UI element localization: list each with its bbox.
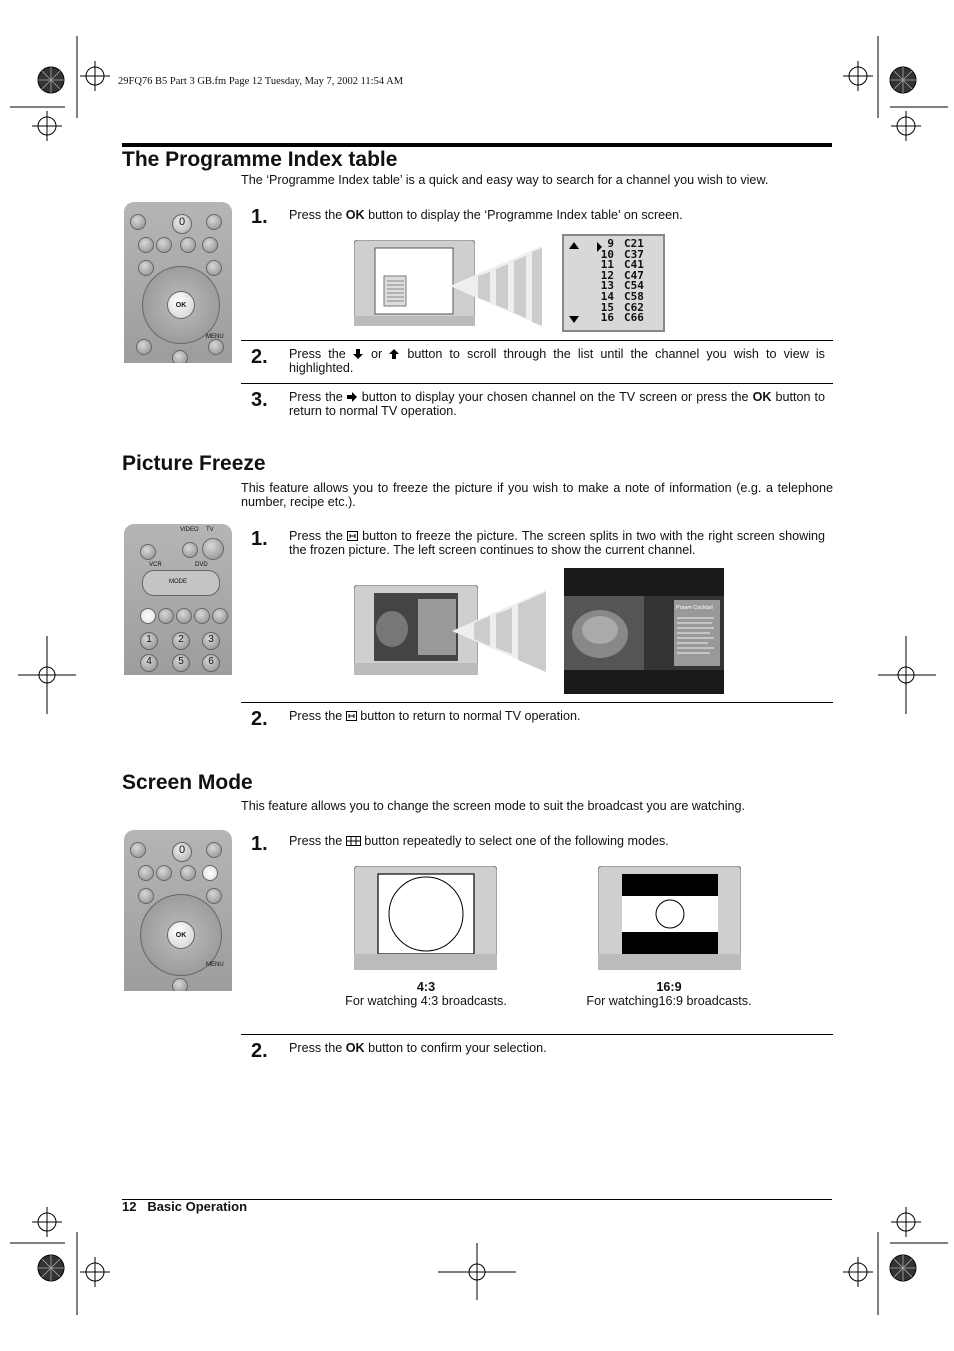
programme-number: 9	[607, 237, 614, 250]
programme-number: 11	[600, 258, 614, 272]
remote-button-zero: 0	[172, 214, 192, 234]
frozen-picture-zoom	[564, 568, 724, 694]
freeze-icon	[347, 531, 358, 541]
channel-name: C37	[624, 247, 644, 261]
step-number: 2.	[251, 346, 268, 368]
digit-label: 5	[178, 656, 184, 667]
channel-name: C47	[624, 268, 644, 282]
digit-label: 1	[146, 634, 152, 645]
remote-button	[172, 350, 188, 363]
zoom-wedge	[452, 588, 548, 674]
remote-button	[194, 608, 210, 624]
remote-digit-button	[172, 654, 190, 672]
remote-button	[180, 237, 196, 253]
programme-number: 15	[600, 300, 614, 314]
remote-button	[212, 608, 228, 624]
remote-button	[206, 842, 222, 858]
file-info: 29FQ76 B5 Part 3 GB.fm Page 12 Tuesday, May 7, 2002 11:54 AM	[118, 76, 404, 87]
arrow-down-icon	[353, 349, 364, 359]
remote-button	[208, 339, 224, 355]
remote-button	[138, 237, 154, 253]
tv-illustration-16-9	[598, 866, 741, 970]
remote-button	[172, 978, 188, 991]
remote-button	[182, 542, 198, 558]
page-footer	[122, 1199, 247, 1214]
step-number: 1.	[251, 833, 268, 855]
step-text: Press the button to display your chosen channel on the TV screen or press the OK button to return to normal TV operation.	[289, 390, 825, 418]
step-text: Press the OK button to confirm your selection.	[289, 1041, 547, 1055]
recipe-title: Prawn Cocktail	[676, 605, 713, 611]
channel-name: C62	[624, 300, 644, 314]
remote-button	[130, 214, 146, 230]
screen-mode-icon	[346, 836, 361, 846]
remote-button	[206, 888, 222, 904]
remote-freeze-button-highlight	[140, 608, 156, 624]
remote-button	[202, 237, 218, 253]
remote-ok-button: OK	[167, 921, 195, 949]
channel-name: C58	[624, 289, 644, 303]
step-number: 3.	[251, 389, 268, 411]
remote-screen-mode-button-highlight	[202, 865, 218, 881]
remote-digit-pad	[124, 630, 232, 674]
step-text: Press the button to return to normal TV operation.	[289, 709, 581, 723]
programme-number: 10	[600, 247, 614, 261]
top-rule	[122, 143, 832, 147]
remote-button	[156, 865, 172, 881]
remote-button	[206, 214, 222, 230]
step-number: 2.	[251, 708, 268, 730]
arrow-right-icon	[347, 392, 358, 402]
step-number: 2.	[251, 1040, 268, 1062]
page-number: 12	[122, 1199, 137, 1214]
remote-power-button	[202, 538, 224, 560]
digit-label: 4	[146, 656, 152, 667]
section-title-screen-mode: Screen Mode	[122, 771, 253, 794]
remote-mode-selector: VCR DVD MODE	[142, 570, 220, 596]
mode-label: 4:3	[416, 980, 436, 994]
step-number: 1.	[251, 528, 268, 550]
remote-digit-button	[140, 654, 158, 672]
remote-button	[206, 260, 222, 276]
remote-button	[130, 842, 146, 858]
digit-label: 6	[208, 656, 214, 667]
remote-button	[156, 237, 172, 253]
footer-section-name: Basic Operation	[147, 1199, 248, 1214]
index-table-row	[584, 313, 664, 324]
channel-name: C41	[624, 258, 644, 272]
step-text: Press the button repeatedly to select one of the following modes.	[289, 834, 669, 848]
mode-caption-16-9	[569, 980, 769, 1008]
remote-control-screen-mode	[124, 830, 232, 991]
mode-description: For watching16:9 broadcasts.	[586, 994, 752, 1008]
remote-control-freeze	[124, 524, 232, 675]
remote-control-navigation	[124, 202, 232, 363]
section-intro-picture-freeze: This feature allows you to freeze the picture if you wish to make a note of information (e.g. a telephone number, recipe etc.).	[241, 481, 833, 509]
remote-tv-label: TV	[206, 527, 214, 533]
programme-number: 12	[600, 268, 614, 282]
remote-video-label: VIDEO	[180, 527, 199, 533]
remote-button	[138, 260, 154, 276]
remote-button-zero: 0	[172, 842, 192, 862]
step-text: Press the or button to scroll through the list until the channel you wish to view is highlighted.	[289, 347, 825, 375]
remote-menu-label: MENU	[206, 962, 224, 968]
remote-digit-button	[202, 654, 220, 672]
step-divider	[241, 702, 833, 703]
step-text: Press the button to freeze the picture. The screen splits in two with the right screen showing the frozen picture. The left screen continues to show the current channel.	[289, 529, 825, 557]
programme-number: 16	[600, 311, 614, 325]
tv-illustration-4-3	[354, 866, 497, 970]
remote-menu-label: MENU	[206, 334, 224, 340]
programme-number: 13	[600, 279, 614, 293]
arrow-up-icon	[389, 349, 400, 359]
channel-name: C66	[624, 311, 644, 325]
section-title-picture-freeze: Picture Freeze	[122, 452, 266, 475]
remote-ok-button: OK	[167, 291, 195, 319]
step-divider	[241, 383, 833, 384]
mode-description: For watching 4:3 broadcasts.	[345, 994, 507, 1008]
step-number: 1.	[251, 206, 268, 228]
remote-button	[180, 865, 196, 881]
remote-button	[136, 339, 152, 355]
remote-digit-button	[140, 632, 158, 650]
remote-button	[138, 888, 154, 904]
remote-digit-button	[172, 632, 190, 650]
channel-name: C21	[624, 237, 644, 250]
remote-button	[138, 865, 154, 881]
digit-label: 3	[208, 634, 214, 645]
digit-label: 2	[178, 634, 184, 645]
remote-button	[140, 544, 156, 560]
section-intro-screen-mode: This feature allows you to change the screen mode to suit the broadcast you are watching.	[241, 799, 746, 813]
channel-name: C54	[624, 279, 644, 293]
step-divider	[241, 1034, 833, 1035]
programme-index-table	[562, 234, 665, 332]
mode-label: 16:9	[656, 980, 682, 994]
remote-button	[158, 608, 174, 624]
step-text: Press the OK button to display the ‘Programme Index table’ on screen.	[289, 208, 683, 222]
programme-number: 14	[600, 289, 614, 303]
mode-caption-4-3	[326, 980, 526, 1008]
remote-digit-button	[202, 632, 220, 650]
remote-button	[176, 608, 192, 624]
freeze-icon	[346, 711, 357, 721]
step-divider	[241, 340, 833, 341]
section-title-programme-index: The Programme Index table	[122, 148, 398, 171]
zoom-wedge	[450, 242, 560, 330]
section-intro-programme-index: The ‘Programme Index table’ is a quick and easy way to search for a channel you wish to view.	[241, 173, 769, 187]
